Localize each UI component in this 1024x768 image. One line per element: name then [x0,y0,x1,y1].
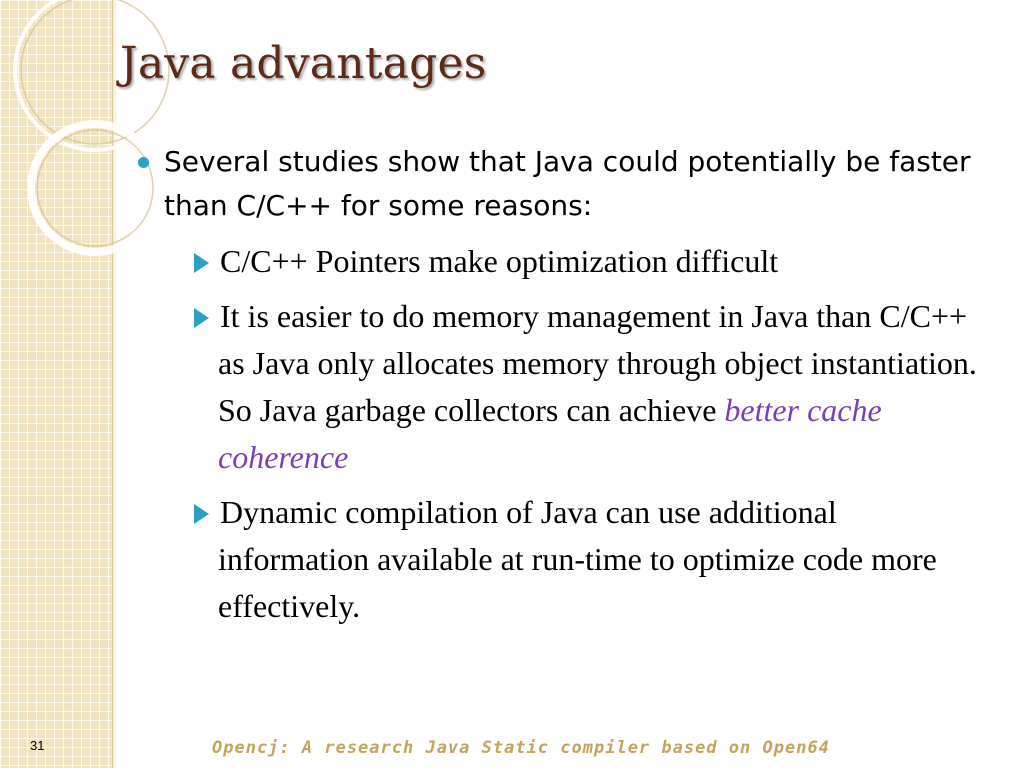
slide-content [138,140,994,630]
emphasis-text: better cache coherence [218,392,882,475]
bullet-main [138,140,994,228]
sidebar-edge-shadow [112,0,118,768]
slide-footer: Opencj: A research Java Static compiler based on Open64 [212,738,830,758]
sub-bullet-text: C/C++ Pointers make optimization difficult [220,243,779,279]
sidebar-pattern [0,0,113,768]
page-number: 31 [30,738,45,753]
sub-bullet-text: It is easier to do memory management in Java than C/C++ as Java only allocates memory through object instantiation. So Java garbage collectors can achieve [218,298,977,428]
sub-bullet-3 [194,489,994,630]
slide-title: Java advantages [120,38,487,89]
sub-bullet-2 [194,293,994,481]
arrow-bullet-icon [194,504,209,524]
sub-bullet-1 [194,238,994,285]
arrow-bullet-icon [194,253,209,273]
sub-bullet-text: Dynamic compilation of Java can use additional information available at run-time to optimize code more effectively. [218,494,937,624]
bullet-main-text: Several studies show that Java could potentially be faster than C/C++ for some reasons: [164,145,971,222]
arrow-bullet-icon [194,308,209,328]
bullet-dot-icon [138,157,149,168]
